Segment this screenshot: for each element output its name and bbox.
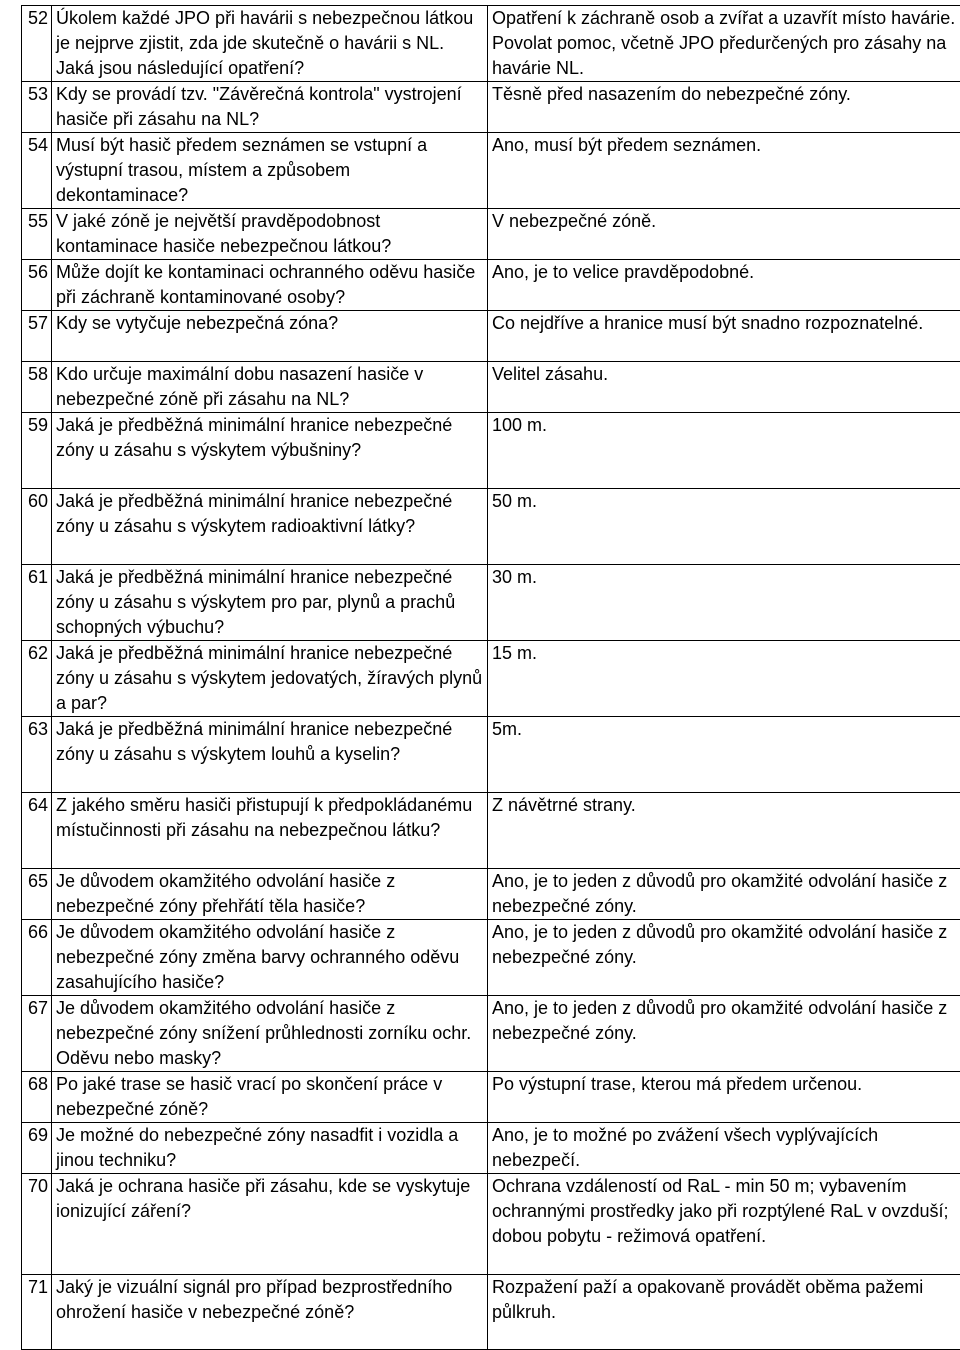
table-row [22, 1072, 960, 1123]
table-row [22, 311, 960, 362]
table-row [22, 1123, 960, 1174]
row-number: 53 [22, 82, 52, 133]
answer-cell: V nebezpečné zóně. [488, 209, 960, 260]
row-number: 60 [22, 489, 52, 565]
table-row [22, 362, 960, 413]
table-row [22, 996, 960, 1072]
table-row [22, 869, 960, 920]
question-cell: Jaká je ochrana hasiče při zásahu, kde se vyskytuje ionizující záření? [52, 1174, 488, 1275]
answer-cell: Rozpažení paží a opakovaně provádět oběma pažemi půlkruh. [488, 1275, 960, 1350]
row-number: 52 [22, 6, 52, 82]
question-cell: Kdy se vytyčuje nebezpečná zóna? [52, 311, 488, 362]
answer-cell: Ano, je to jeden z důvodů pro okamžité odvolání hasiče z nebezpečné zóny. [488, 920, 960, 996]
question-cell: Úkolem každé JPO při havárii s nebezpečnou látkou je nejprve zjistit, zda jde skutečně o havárii s NL. Jaká jsou následující opatření? [52, 6, 488, 82]
answer-cell: Ano, je to velice pravděpodobné. [488, 260, 960, 311]
answer-cell: Po výstupní trase, kterou má předem určenou. [488, 1072, 960, 1123]
question-cell: Je důvodem okamžitého odvolání hasiče z nebezpečné zóny snížení průhlednosti zorníku ochr. Oděvu nebo masky? [52, 996, 488, 1072]
row-number: 65 [22, 869, 52, 920]
table-row [22, 489, 960, 565]
answer-cell: Ano, musí být předem seznámen. [488, 133, 960, 209]
answer-cell: Opatření k záchraně osob a zvířat a uzavřít místo havárie. Povolat pomoc, včetně JPO předurčených pro zásahy na havárie NL. [488, 6, 960, 82]
question-cell: Může dojít ke kontaminaci ochranného oděvu hasiče při záchraně kontaminované osoby? [52, 260, 488, 311]
row-number: 70 [22, 1174, 52, 1275]
answer-cell: Co nejdříve a hranice musí být snadno rozpoznatelné. [488, 311, 960, 362]
row-number: 58 [22, 362, 52, 413]
table-row [22, 565, 960, 641]
row-number: 62 [22, 641, 52, 717]
question-cell: Jaká je předběžná minimální hranice nebezpečné zóny u zásahu s výskytem výbušniny? [52, 413, 488, 489]
table-row [22, 717, 960, 793]
row-number: 61 [22, 565, 52, 641]
question-cell: Jaká je předběžná minimální hranice nebezpečné zóny u zásahu s výskytem jedovatých, žíravých plynů a par? [52, 641, 488, 717]
row-number: 68 [22, 1072, 52, 1123]
row-number: 55 [22, 209, 52, 260]
table-row [22, 209, 960, 260]
question-cell: Jaká je předběžná minimální hranice nebezpečné zóny u zásahu s výskytem louhů a kyselin? [52, 717, 488, 793]
table-row [22, 920, 960, 996]
question-cell: Kdy se provádí tzv. "Závěrečná kontrola" vystrojení hasiče při zásahu na NL? [52, 82, 488, 133]
question-cell: Je důvodem okamžitého odvolání hasiče z nebezpečné zóny změna barvy ochranného oděvu zasahujícího hasiče? [52, 920, 488, 996]
table-row [22, 1275, 960, 1350]
table-row [22, 133, 960, 209]
table-row [22, 6, 960, 82]
answer-cell: Ochrana vzdáleností od RaL - min 50 m; vybavením ochrannými prostředky jako při rozptýlené RaL v ovzduší; dobou pobytu - režimová opatření. [488, 1174, 960, 1275]
row-number: 69 [22, 1123, 52, 1174]
table-row [22, 1174, 960, 1275]
question-cell: Jaký je vizuální signál pro případ bezprostředního ohrožení hasiče v nebezpečné zóně? [52, 1275, 488, 1350]
row-number: 63 [22, 717, 52, 793]
row-number: 64 [22, 793, 52, 869]
table-row [22, 413, 960, 489]
question-cell: Jaká je předběžná minimální hranice nebezpečné zóny u zásahu s výskytem pro par, plynů a prachů schopných výbuchu? [52, 565, 488, 641]
answer-cell: Ano, je to jeden z důvodů pro okamžité odvolání hasiče z nebezpečné zóny. [488, 869, 960, 920]
table-row [22, 641, 960, 717]
answer-cell: Ano, je to možné po zvážení všech vyplývajících nebezpečí. [488, 1123, 960, 1174]
question-cell: Jaká je předběžná minimální hranice nebezpečné zóny u zásahu s výskytem radioaktivní látky? [52, 489, 488, 565]
row-number: 71 [22, 1275, 52, 1350]
row-number: 59 [22, 413, 52, 489]
row-number: 56 [22, 260, 52, 311]
answer-cell: 100 m. [488, 413, 960, 489]
answer-cell: 50 m. [488, 489, 960, 565]
answer-cell: Velitel zásahu. [488, 362, 960, 413]
table-row [22, 82, 960, 133]
answer-cell: Ano, je to jeden z důvodů pro okamžité odvolání hasiče z nebezpečné zóny. [488, 996, 960, 1072]
table-row [22, 793, 960, 869]
question-cell: V jaké zóně je největší pravděpodobnost kontaminace hasiče nebezpečnou látkou? [52, 209, 488, 260]
questions-table [21, 5, 960, 1350]
question-cell: Je možné do nebezpečné zóny nasadfit i vozidla a jinou techniku? [52, 1123, 488, 1174]
table-row [22, 260, 960, 311]
answer-cell: 5m. [488, 717, 960, 793]
answer-cell: Z návětrné strany. [488, 793, 960, 869]
row-number: 66 [22, 920, 52, 996]
question-cell: Musí být hasič předem seznámen se vstupní a výstupní trasou, místem a způsobem dekontaminace? [52, 133, 488, 209]
question-cell: Z jakého směru hasiči přistupují k předpokládanému místučinnosti při zásahu na nebezpečnou látku? [52, 793, 488, 869]
answer-cell: Těsně před nasazením do nebezpečné zóny. [488, 82, 960, 133]
question-cell: Je důvodem okamžitého odvolání hasiče z nebezpečné zóny přehřátí těla hasiče? [52, 869, 488, 920]
row-number: 57 [22, 311, 52, 362]
answer-cell: 15 m. [488, 641, 960, 717]
question-cell: Kdo určuje maximální dobu nasazení hasiče v nebezpečné zóně při zásahu na NL? [52, 362, 488, 413]
question-cell: Po jaké trase se hasič vrací po skončení práce v nebezpečné zóně? [52, 1072, 488, 1123]
answer-cell: 30 m. [488, 565, 960, 641]
row-number: 67 [22, 996, 52, 1072]
row-number: 54 [22, 133, 52, 209]
